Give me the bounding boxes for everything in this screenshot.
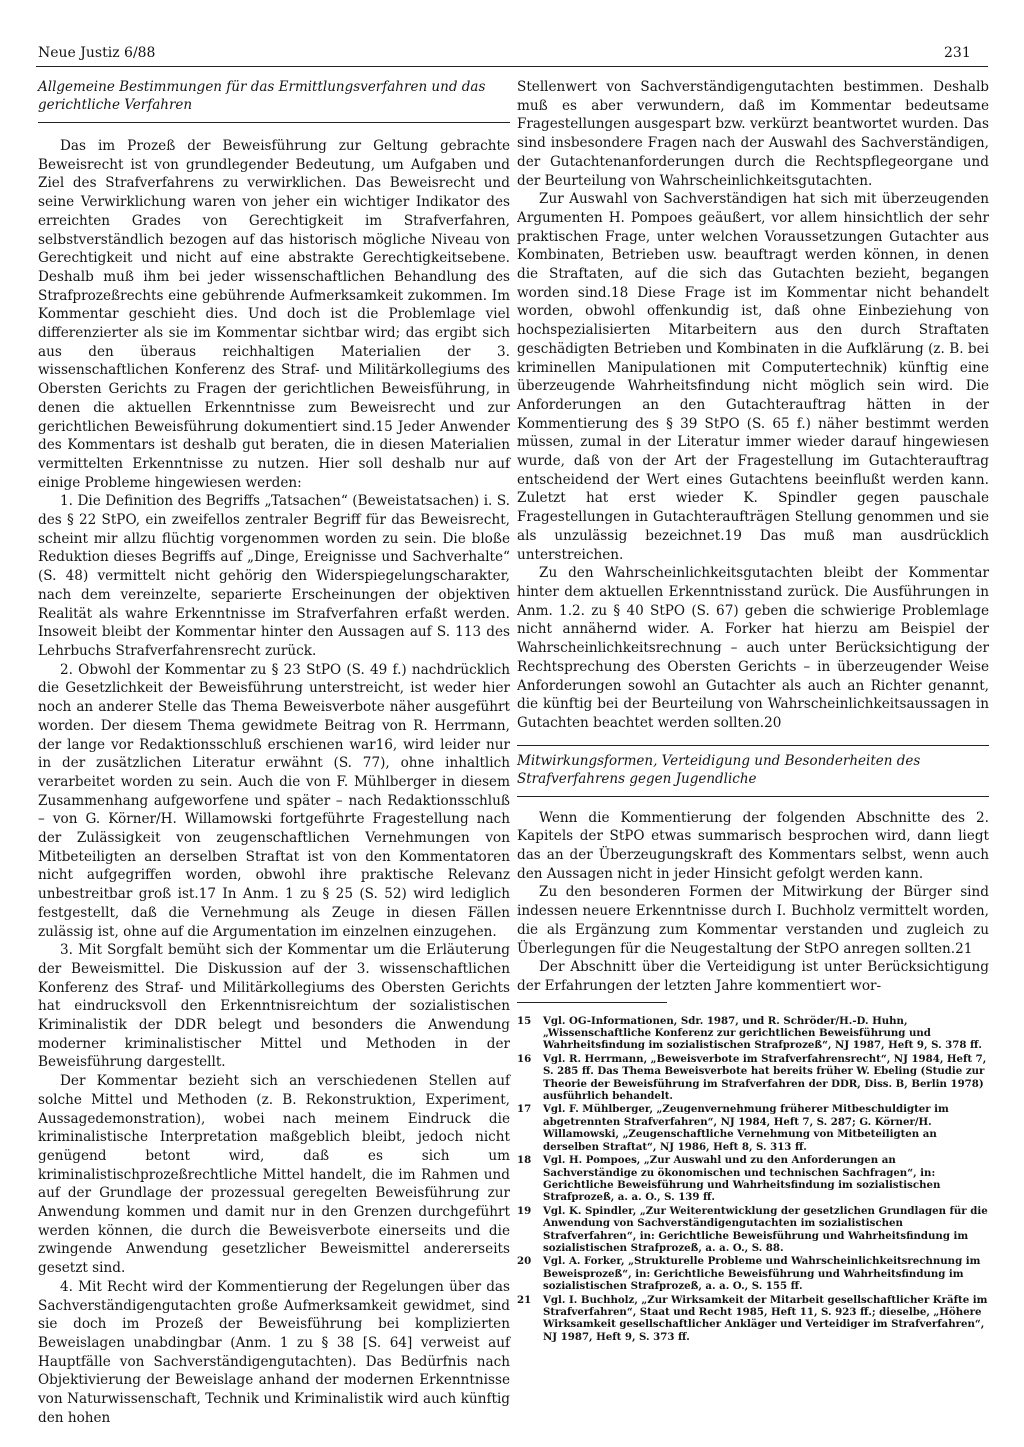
footnote-text: Vgl. OG-Informationen, Sdr. 1987, und R. Schröder/H.-D. Huhn, „Wissenschaftliche Konferenz zur gerichtlichen Beweisführung und Wahrheitsfindung im sozialistischen Strafprozeß“, NJ 1987, Heft 9, S. 378 ff. bbox=[543, 1014, 982, 1052]
footnote-number: 15 bbox=[517, 1014, 532, 1027]
footnote bbox=[517, 1255, 989, 1292]
footnote bbox=[517, 1154, 989, 1204]
paragraph: Der Abschnitt über die Verteidigung ist unter Berücksichtigung der Erfahrungen der letzten Jahre kommentiert wor- bbox=[517, 959, 989, 994]
paragraph: Stellenwert von Sachverständigengutachten bestimmen. Deshalb muß es aber verwundern, daß im Kommentar bedeutsame Fragestellungen ausgespart bzw. verkürzt beantwortet wurden. Das sind insbesondere Fragen nach der Auswahl des Sachverständigen, der Gutachtenanforderungen durch die Rechtspflegeorgane und der Beurteilung von Wahrscheinlichkeitsgutachten. bbox=[517, 79, 989, 189]
running-header: Neue Justiz 6/88 bbox=[38, 45, 156, 61]
left-column bbox=[38, 78, 510, 1428]
paragraph: 2. Obwohl der Kommentar zu § 23 StPO (S. 49 f.) nachdrücklich die Gesetzlichkeit der Beweisführung unterstreicht, ist weder hier noch an anderer Stelle das Thema Beweisverbote näher ausgeführt worden. Der diesem Thema gewidmete Beitrag von R. Herrmann, der lange vor Redaktionsschluß erschienen war16, wird leider nur in der zusätzlichen Literatur erwähnt (S. 77), ohne inhaltlich verarbeitet worden zu sein. Auch die von F. Mühlberger in diesem Zusammenhang aufgeworfene und später – nach Redaktionsschluß – von G. Körner/H. Willamowski fortgeführte Fragestellung nach der Zulässigkeit von zeugenschaftlichen Vernehmungen von Mitbeteiligten an derselben Straftat ist von den Kommentatoren nicht aufgegriffen worden, obwohl ihre praktische Relevanz unbestreitbar groß ist.17 In Anm. 1 zu § 25 (S. 52) wird lediglich festgestellt, daß die Vernehmung als Zeuge in diesen Fällen zulässig ist, ohne auf die Argumentation im einzelnen einzugehen. bbox=[38, 661, 510, 940]
paragraph: Wenn die Kommentierung der folgenden Abschnitte des 2. Kapitels der StPO etwas summarisch besprochen wird, dann liegt das an der Überzeugungskraft des Kommentars selbst, wenn auch den Aussagen nicht in jeder Hinsicht gefolgt werden kann. bbox=[517, 809, 989, 882]
right-column bbox=[517, 78, 989, 1344]
footnote-number: 20 bbox=[517, 1255, 532, 1268]
paragraph: Zu den besonderen Formen der Mitwirkung der Bürger sind indessen neuere Erkenntnisse durch I. Buchholz vermittelt worden, die als Ergänzung zum Kommentar verstanden und zugleich zu Überlegungen für die Neugestaltung der StPO anregen sollten.21 bbox=[517, 884, 989, 957]
footnote-text: Vgl. F. Mühlberger, „Zeugenvernehmung früherer Mitbeschuldigter im abgetrennten Strafverfahren“, NJ 1984, Heft 7, S. 287; G. Körner/H. Willamowski, „Zeugenschaftliche Vernehmung von Mitbeteiligten an derselben Straftat“, NJ 1986, Heft 8, S. 313 ff. bbox=[543, 1103, 949, 1153]
page-number: 231 bbox=[944, 45, 971, 61]
footnote-number: 17 bbox=[517, 1103, 532, 1116]
footnote-number: 18 bbox=[517, 1154, 532, 1167]
footnote bbox=[517, 1103, 989, 1153]
footnote-number: 19 bbox=[517, 1204, 532, 1217]
footnote bbox=[517, 1294, 989, 1344]
footnote-rule bbox=[517, 1002, 667, 1003]
paragraph: Das im Prozeß der Beweisführung zur Geltung gebrachte Beweisrecht ist von grundlegender Bedeutung, um Aufgaben und Ziel des Strafverfahrens zu verwirklichen. Das Beweisrecht und seine Verwirklichung waren von jeher ein wichtiger Indikator des erreichten Grades von Gerechtigkeit im Strafverfahren, selbstverständlich bezogen auf das historisch mögliche Niveau von Gerechtigkeit und nicht auf eine abstrakte Gerechtigkeitsebene. Deshalb muß ihm bei jeder wissenschaftlichen Behandlung des Strafprozeßrechts eine gebührende Aufmerksamkeit zukommen. Im Kommentar geschieht dies. Und doch ist die Problemlage viel differenzierter als sie im Kommentar sichtbar wird; das ergibt sich aus den überaus reichhaltigen Materialien der 3. wissenschaftlichen Konferenz des Straf- und Militärkollegiums des Obersten Gerichts zu Fragen der gerichtlichen Beweisführung, in denen die aktuellen Erkenntnisse zum Beweisrecht und zur gerichtlichen Beweisführung dokumentiert sind.15 Jeder Anwender des Kommentars ist deshalb gut beraten, die in diesen Materialien vermittelten Erkenntnisse zu nutzen. Hier soll deshalb nur auf einige Probleme hingewiesen werden: bbox=[38, 138, 510, 491]
paragraph: 4. Mit Recht wird der Kommentierung der Regelungen über das Sachverständigengutachten große Aufmerksamkeit gewidmet, sind sie doch im Prozeß der Beweisführung bei komplizierten Beweislagen unabdingbar (Anm. 1 zu § 38 [S. 64] verweist auf Hauptfälle von Sachverständigengutachten). Das Bedürfnis nach Objektivierung der Beweislage anhand der modernen Erkenntnisse von Naturwissenschaft, Technik und Kriminalistik wird auch künftig den hohen bbox=[38, 1278, 510, 1426]
paragraph: Zu den Wahrscheinlichkeitsgutachten bleibt der Kommentar hinter dem aktuellen Erkenntnisstand zurück. Die Ausführungen in Anm. 1.2. zu § 40 StPO (S. 67) geben die schwierige Problemlage nicht annähernd wider. A. Forker hat hierzu am Beispiel der Wahrscheinlichkeitsrechnung – auch unter Berücksichtigung der Rechtsprechung des Obersten Gerichts – in überzeugender Weise Anforderungen sowohl an Gutachter als auch an Richter genannt, die künftig bei der Beurteilung von Wahrscheinlichkeitsaussagen in Gutachten beachtet werden sollten.20 bbox=[517, 565, 989, 731]
footnote bbox=[517, 1205, 989, 1255]
section-heading: Allgemeine Bestimmungen für das Ermittlungsverfahren und das gerichtliche Verfahren bbox=[38, 78, 510, 123]
header-rule bbox=[36, 66, 988, 67]
footnote-text: Vgl. I. Buchholz, „Zur Wirksamkeit der Mitarbeit gesellschaftlicher Kräfte im Strafverfahren“, Staat und Recht 1985, Heft 11, S. 923 ff.; dieselbe, „Höhere Wirksamkeit gesellschaftlicher Ankläger und Verteidiger im Strafverfahren“, NJ 1987, Heft 9, S. 373 ff. bbox=[543, 1293, 988, 1343]
paragraph: Der Kommentar bezieht sich an verschiedenen Stellen auf solche Mittel und Methoden (z. B. Rekonstruktion, Experiment, Aussagedemonstration), wobei nach meinem Eindruck die kriminalistische Interpretation maßgeblich bleibt, jedoch nicht genügend betont wird, daß es sich um kriminalistischprozeßrechtliche Mittel handelt, die im Rahmen und auf der Grundlage der prozessual geregelten Beweisführung zur Anwendung kommen und damit nur in den Grenzen durchgeführt werden können, die durch die Beweisverbote einerseits und die zwingende Anwendung gesetzlicher Beweismittel andererseits gesetzt sind. bbox=[38, 1073, 510, 1277]
paragraph: 3. Mit Sorgfalt bemüht sich der Kommentar um die Erläuterung der Beweismittel. Die Diskussion auf der 3. wissenschaftlichen Konferenz des Straf- und Militärkollegiums des Obersten Gerichts hat eindrucksvoll den Erkenntnisreichtum der sozialistischen Kriminalistik der DDR belegt und besonders die Anwendung moderner kriminalistischer Mittel und Methoden in der Beweisführung dargestellt. bbox=[38, 942, 510, 1071]
footnote-text: Vgl. A. Forker, „Strukturelle Probleme und Wahrscheinlichkeitsrechnung im Beweisprozeß“, in: Gerichtliche Beweisführung und Wahrheitsfindung im sozialistischen Strafprozeß, a. a. O., S. 155 ff. bbox=[543, 1255, 981, 1293]
footnote-number: 16 bbox=[517, 1052, 532, 1065]
section-heading: Mitwirkungsformen, Verteidigung und Besonderheiten des Strafverfahrens gegen Jugendliche bbox=[517, 745, 989, 797]
footnote-text: Vgl. R. Herrmann, „Beweisverbote im Strafverfahrensrecht“, NJ 1984, Heft 7, S. 285 ff. Das Thema Beweisverbote hat bereits früher W. Ebeling (Studie zur Theorie der Beweisführung im Strafverfahren der DDR, Diss. B, Berlin 1978) ausführlich behandelt. bbox=[543, 1052, 987, 1103]
footnote bbox=[517, 1015, 989, 1052]
footnote-number: 21 bbox=[517, 1293, 532, 1306]
paragraph: Zur Auswahl von Sachverständigen hat sich mit überzeugenden Argumenten H. Pompoes geäußert, vor allem hinsichtlich der sehr praktischen Frage, unter welchen Voraussetzungen Gutachter aus Kombinaten, Betrieben usw. beauftragt werden können, in denen die Straftaten, auf die sich das Gutachten bezieht, begangen worden sind.18 Diese Frage ist im Kommentar nicht behandelt worden, obwohl offenkundig ist, daß ohne Einbeziehung von hochspezialisierten Mitarbeitern aus den durch Straftaten geschädigten Betrieben und Kombinaten in die Aufklärung (z. B. bei kriminellen Manipulationen mit Computertechnik) künftig eine überzeugende Wahrheitsfindung nicht möglich sein wird. Die Anforderungen an den Gutachterauftrag hätten in der Kommentierung des § 39 StPO (S. 65 f.) näher bestimmt werden müssen, zumal in der Literatur immer wieder darauf hingewiesen wurde, daß von der Art der Fragestellung im Gutachterauftrag entscheidend der Wert eines Gutachtens beeinflußt werden kann. Zuletzt hat erst wieder K. Spindler gegen pauschale Fragestellungen in Gutachteraufträgen Stellung genommen und sie als unzulässig bezeichnet.19 Das muß man ausdrücklich unterstreichen. bbox=[517, 191, 989, 563]
footnote bbox=[517, 1053, 989, 1103]
footnote-text: Vgl. K. Spindler, „Zur Weiterentwicklung der gesetzlichen Grundlagen für die Anwendung von Sachverständigengutachten im sozialistischen Strafverfahren“, in: Gerichtliche Beweisführung und Wahrheitsfindung im sozialistischen Strafprozeß, a. a. O., S. 88. bbox=[543, 1204, 988, 1254]
footnote-text: Vgl. H. Pompoes, „Zur Auswahl und zu den Anforderungen an Sachverständige zu ökonomischen und technischen Sachfragen“, in: Gerichtliche Beweisführung und Wahrheitsfindung im sozialistischen Strafprozeß, a. a. O., S. 139 ff. bbox=[543, 1154, 941, 1204]
paragraph: 1. Die Definition des Begriffs „Tatsachen“ (Beweistatsachen) i. S. des § 22 StPO, ein zweifellos zentraler Begriff für das Beweisrecht, scheint mir allzu flüchtig vorgenommen worden zu sein. Die bloße Reduktion dieses Begriffs auf „Dinge, Ereignisse und Sachverhalte“ (S. 48) vermittelt nicht gehörig den Widerspiegelungscharakter, nach dem vereinzelte, separierte Erscheinungen der objektiven Realität als wahre Erkenntnisse im Strafverfahren erfaßt werden. Insoweit bleibt der Kommentar hinter den Aussagen auf S. 113 des Lehrbuchs Strafverfahrensrecht zurück. bbox=[38, 493, 510, 659]
